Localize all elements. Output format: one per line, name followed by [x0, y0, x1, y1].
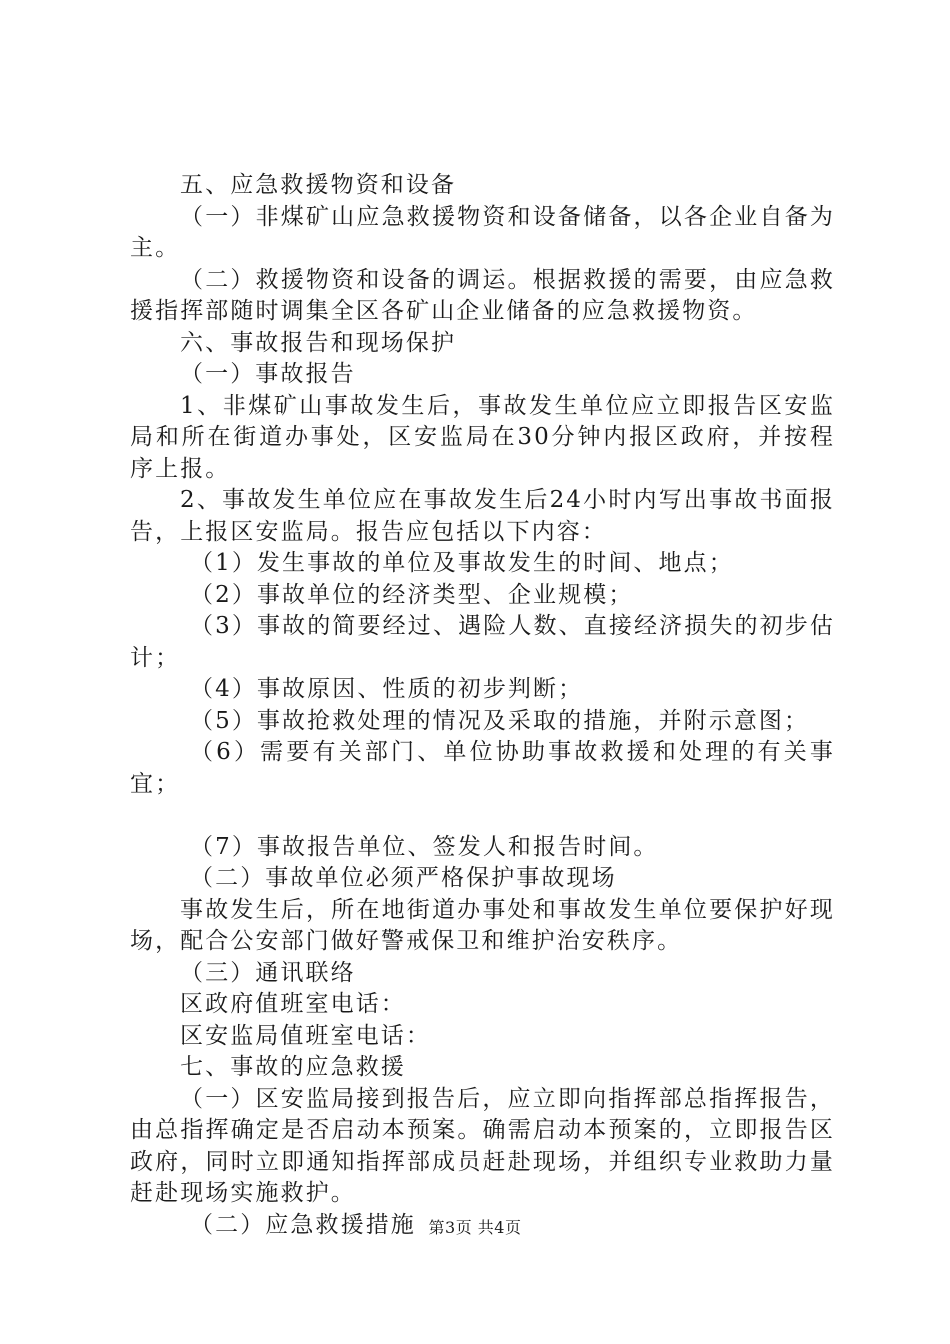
subsection-heading: （二）事故单位必须严格保护事故现场 [190, 865, 617, 891]
list-item: （6）需要有关部门、单位协助事故救援和处理的有关事宜； [130, 739, 835, 797]
list-item: （7）事故报告单位、签发人和报告时间。 [190, 833, 659, 860]
section-heading-7: 七、事故的应急救援 [180, 1054, 406, 1080]
list-item: （4）事故原因、性质的初步判断； [190, 676, 584, 702]
page-footer: 第3页 共4页 [428, 1218, 522, 1237]
phone-line: 区安监局值班室电话： [180, 1022, 431, 1049]
list-item: （1）发生事故的单位及事故发生的时间、地点； [190, 550, 734, 576]
blank-line [130, 800, 835, 832]
list-item: （5）事故抢救处理的情况及采取的措施，并附示意图； [190, 707, 810, 734]
subsection-heading: （二）应急救援措施 [190, 1211, 416, 1238]
paragraph: 2、事故发生单位应在事故发生后24小时内写出事故书面报告，上报区安监局。报告应包括以下内容： [130, 487, 835, 545]
section-heading-6: 六、事故报告和现场保护 [180, 329, 457, 356]
paragraph: 事故发生后，所在地街道办事处和事故发生单位要保护好现场，配合公安部门做好警戒保卫和维护治安秩序。 [130, 896, 835, 954]
list-item: （3）事故的简要经过、遇险人数、直接经济损失的初步估计； [130, 613, 835, 671]
section-heading-5: 五、应急救援物资和设备 [180, 172, 457, 198]
subsection-heading: （一）事故报告 [180, 361, 356, 387]
paragraph: （二）救援物资和设备的调运。根据救援的需要，由应急救援指挥部随时调集全区各矿山企业储备的应急救援物资。 [130, 266, 835, 324]
paragraph: 1、非煤矿山事故发生后，事故发生单位应立即报告区安监局和所在街道办事处，区安监局在30分钟内报区政府，并按程序上报。 [130, 392, 835, 482]
paragraph: （一）区安监局接到报告后，应立即向指挥部总指挥报告，由总指挥确定是否启动本预案。确需启动本预案的，立即报告区政府，同时立即通知指挥部成员赶赴现场，并组织专业救助力量赶赴现场实施救护。 [130, 1085, 835, 1206]
subsection-heading: （三）通讯联络 [180, 959, 356, 986]
phone-line: 区政府值班室电话： [180, 991, 406, 1017]
list-item: （2）事故单位的经济类型、企业规模； [190, 581, 634, 608]
document-body [130, 170, 835, 1241]
paragraph: （一）非煤矿山应急救援物资和设备储备，以各企业自备为主。 [130, 203, 835, 261]
